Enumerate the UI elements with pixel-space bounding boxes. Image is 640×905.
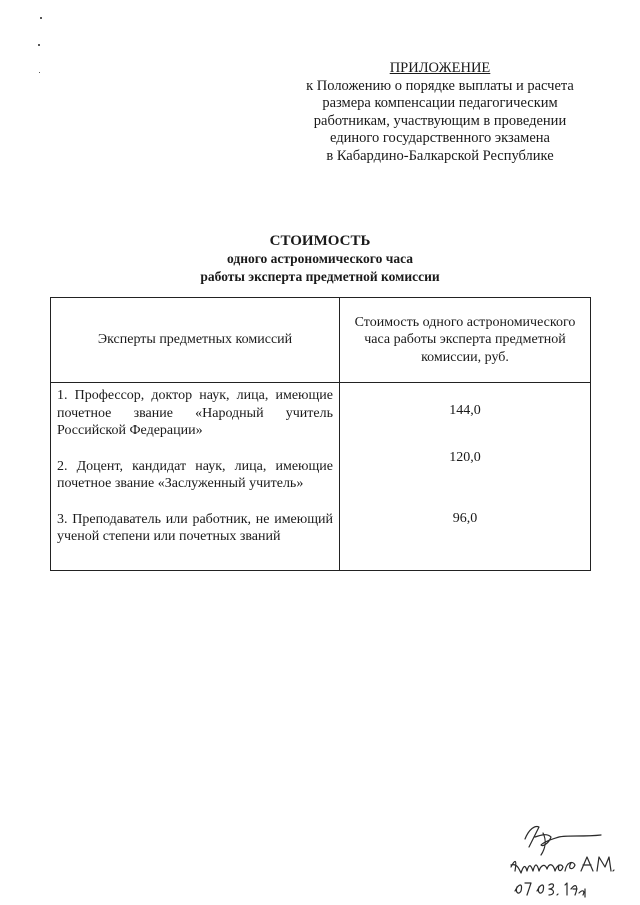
title-main: СТОИМОСТЬ — [269, 233, 371, 249]
cost-value: 144,0 — [449, 403, 481, 418]
scan-speck — [38, 44, 40, 46]
appendix-line: работникам, участвующим в проведении — [313, 112, 567, 129]
appendix-heading: ПРИЛОЖЕНИЕ — [389, 60, 491, 76]
title-subline: работы эксперта предметной комиссии — [200, 268, 440, 284]
appendix-line: размера компенсации педагогическим — [322, 95, 558, 111]
cost-value: 120,0 — [449, 449, 481, 465]
title-subline: одного астрономического часа — [227, 251, 413, 266]
categories-cell — [51, 383, 340, 571]
category-item: 3. Преподаватель или работник, не имеющий ученой степени или почетных званий — [57, 511, 333, 544]
category-item: 1. Профессор, доктор наук, лица, имеющие почетное звание «Народный учитель Российской Федерации» — [57, 388, 333, 438]
cost-value: 96,0 — [452, 511, 478, 526]
appendix-line: к Положению о порядке выплаты и расчета — [306, 77, 574, 94]
appendix-line: в Кабардино-Балкарской Республике — [326, 147, 554, 164]
handwritten-signature — [505, 815, 625, 900]
costs-cell — [340, 383, 591, 571]
table-row — [51, 383, 591, 571]
table-header-row — [51, 298, 591, 383]
appendix-block — [290, 60, 590, 165]
appendix-line: единого государственного экзамена — [330, 130, 550, 146]
category-item: 2. Доцент, кандидат наук, лица, имеющие почетное звание «Заслуженный учитель» — [57, 458, 333, 491]
header-cost: Стоимость одного астрономического часа работы эксперта предметной комиссии, руб. — [340, 298, 591, 383]
document-title — [120, 232, 520, 285]
cost-table — [50, 297, 591, 571]
header-experts: Эксперты предметных комиссий — [51, 298, 340, 383]
scan-speck — [40, 17, 42, 19]
scan-speck — [39, 72, 40, 73]
